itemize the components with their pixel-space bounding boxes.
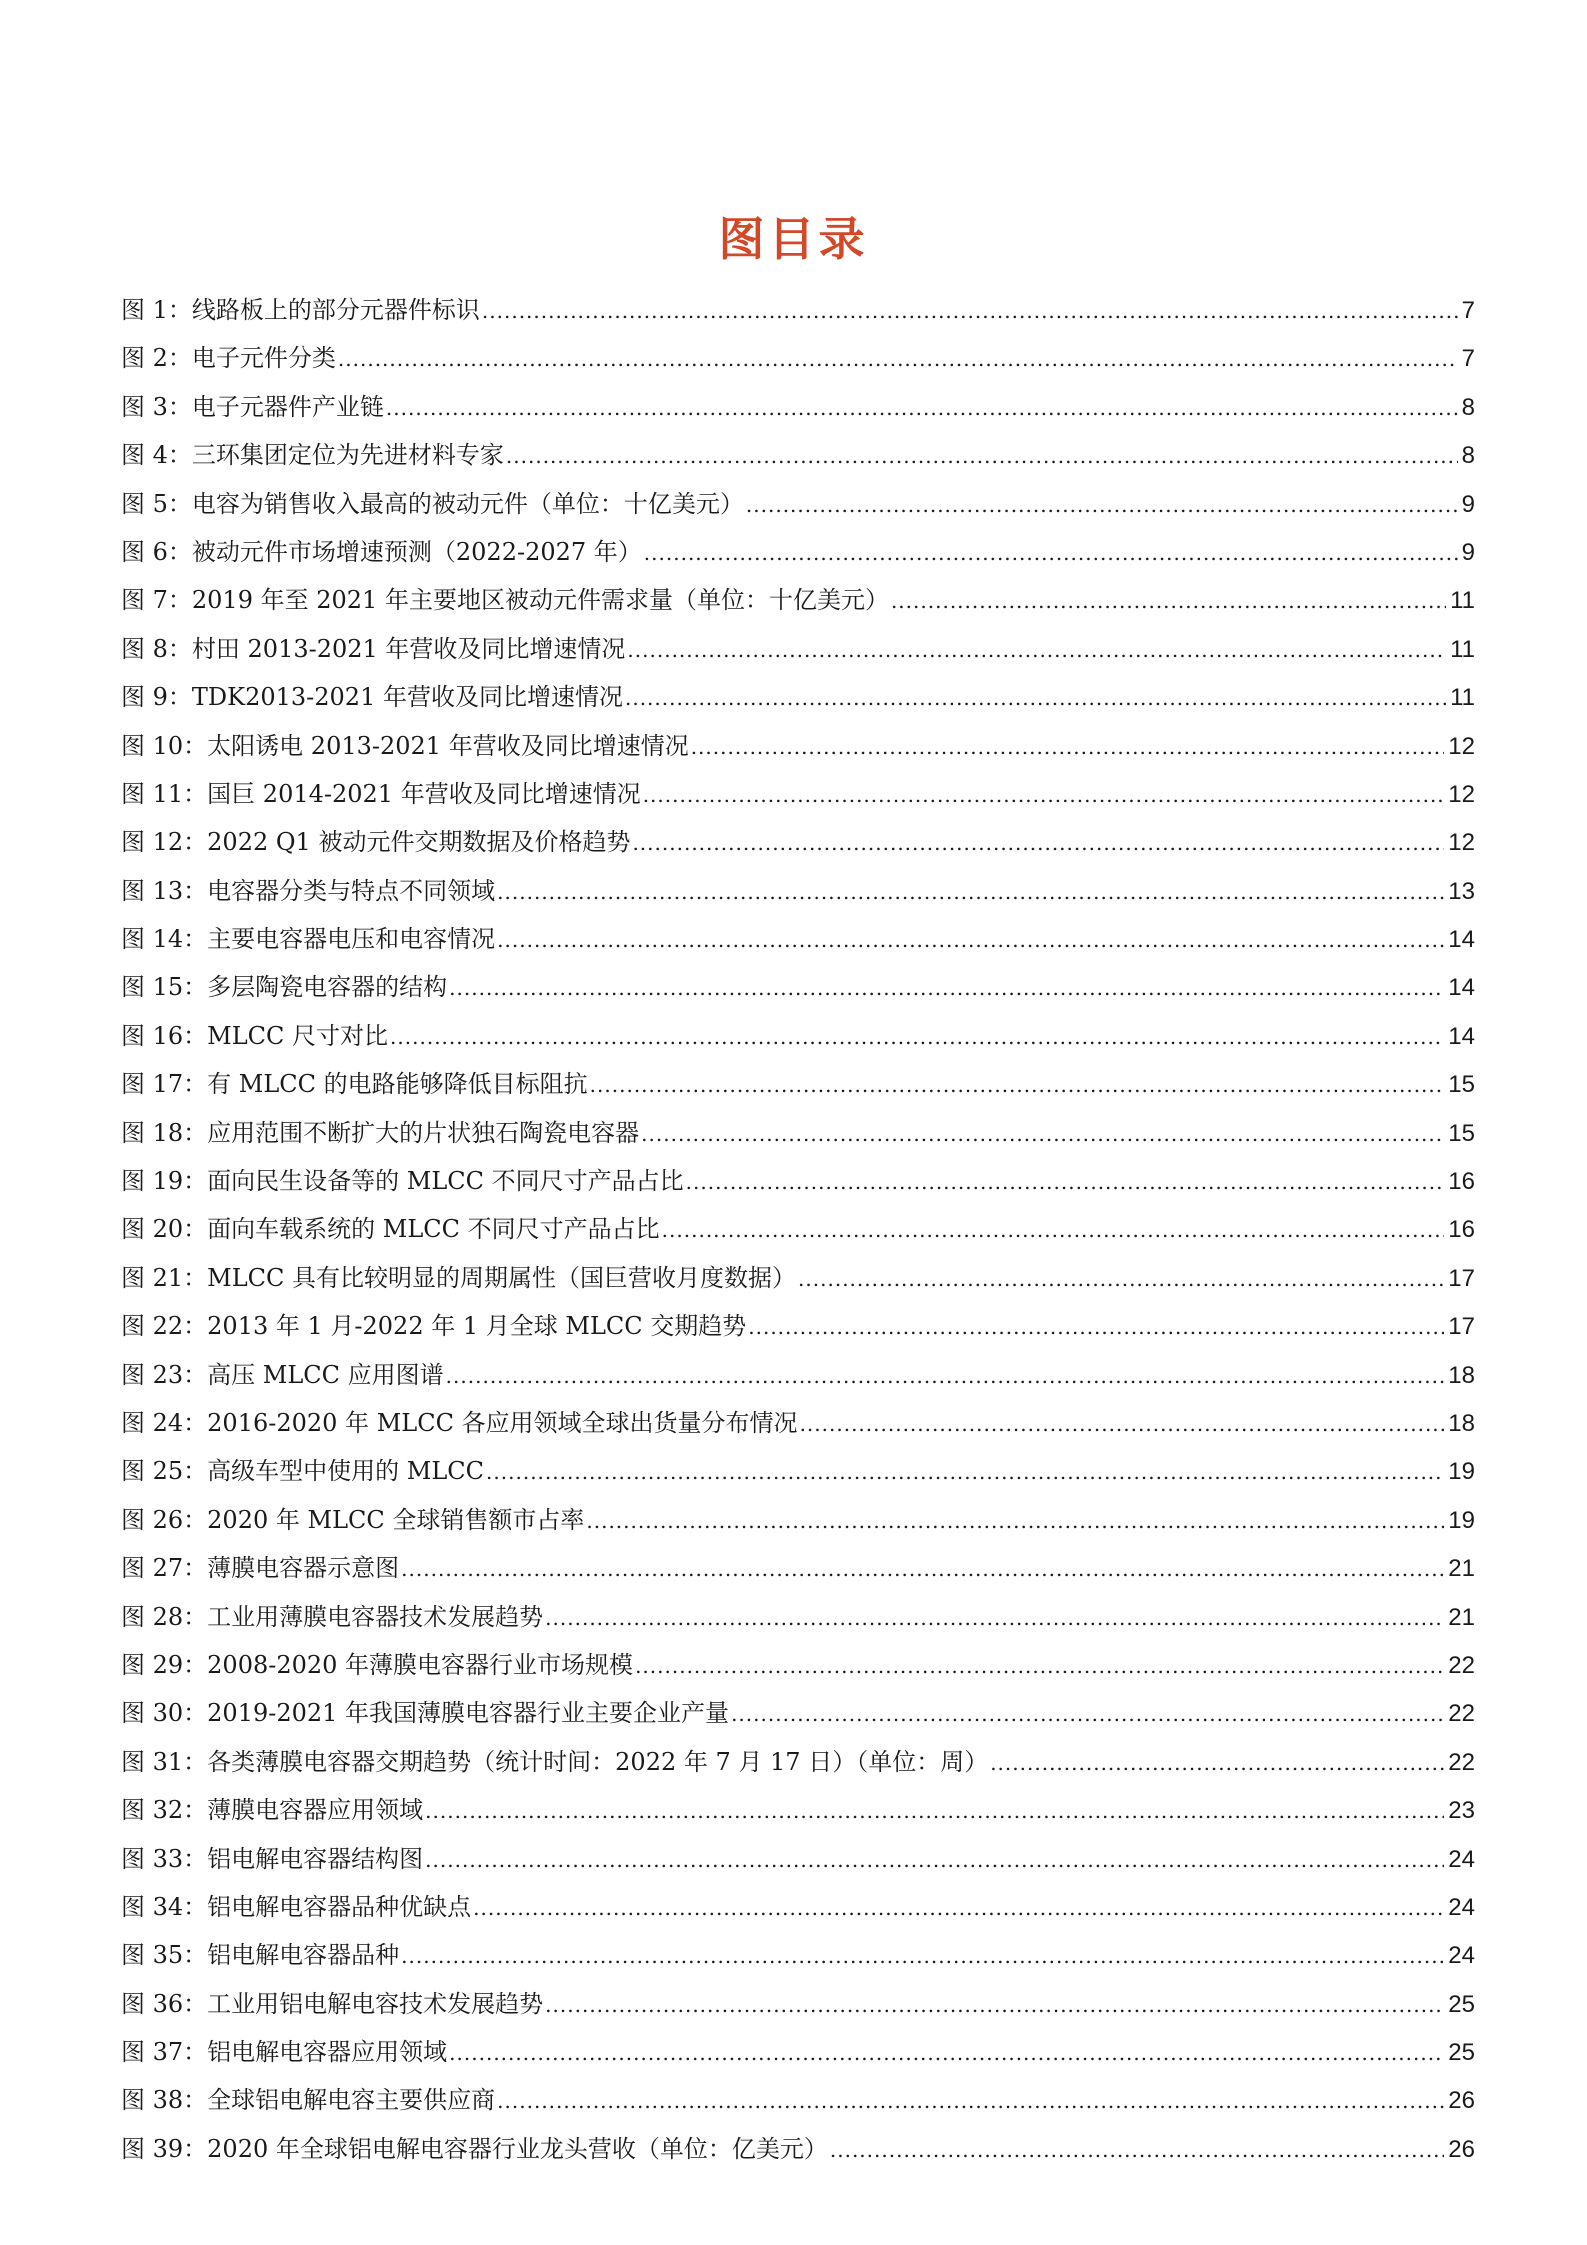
- toc-dot-leader: [482, 287, 1458, 335]
- toc-entry-label: 图 39：2020 年全球铝电解电容器行业龙头营收（单位：亿美元）: [121, 2134, 828, 2163]
- toc-dot-leader: [446, 1352, 1445, 1400]
- toc-entry-page-number: 12: [1448, 732, 1475, 760]
- toc-dot-leader: [386, 384, 1458, 432]
- toc-entry-label: 图 13：电容器分类与特点不同领域: [121, 876, 496, 905]
- toc-entry[interactable]: [121, 1351, 1475, 1399]
- toc-entry-page-number: 15: [1448, 1071, 1475, 1099]
- toc-dot-leader: [586, 1497, 1444, 1545]
- toc-entry[interactable]: [121, 2076, 1475, 2124]
- toc-entry-label: 图 35：铝电解电容器品种: [121, 1941, 400, 1970]
- toc-dot-leader: [625, 674, 1446, 722]
- toc-entry-page-number: 8: [1461, 442, 1475, 470]
- toc-entry[interactable]: [121, 1109, 1475, 1157]
- toc-entry[interactable]: [121, 625, 1475, 673]
- toc-dot-leader: [497, 2077, 1444, 2125]
- toc-dot-leader: [731, 1690, 1444, 1738]
- toc-entry-label: 图 3：电子元器件产业链: [121, 392, 384, 421]
- toc-entry[interactable]: [121, 770, 1475, 818]
- toc-entry-label: 图 29：2008-2020 年薄膜电容器行业市场规模: [121, 1650, 634, 1679]
- toc-entry-page-number: 19: [1448, 1458, 1475, 1486]
- toc-entry-page-number: 24: [1448, 1942, 1475, 1970]
- toc-dot-leader: [497, 868, 1444, 916]
- toc-entry-page-number: 11: [1450, 684, 1475, 712]
- toc-entry-page-number: 25: [1448, 2039, 1475, 2067]
- toc-entry-page-number: 23: [1448, 1797, 1475, 1825]
- toc-entry[interactable]: [121, 1641, 1475, 1689]
- toc-entry-label: 图 6：被动元件市场增速预测（2022-2027 年）: [121, 537, 642, 566]
- toc-dot-leader: [401, 1932, 1444, 1980]
- toc-entry-page-number: 16: [1448, 1168, 1475, 1196]
- toc-dot-leader: [545, 1594, 1444, 1642]
- toc-dot-leader: [497, 916, 1444, 964]
- toc-entry-label: 图 19：面向民生设备等的 MLCC 不同尺寸产品占比: [121, 1167, 684, 1196]
- toc-dot-leader: [990, 1739, 1444, 1787]
- toc-entry-page-number: 11: [1450, 635, 1475, 663]
- toc-entry-page-number: 18: [1448, 1361, 1475, 1389]
- toc-entry[interactable]: [121, 1399, 1475, 1447]
- toc-entry-page-number: 24: [1448, 1845, 1475, 1873]
- toc-entry-page-number: 14: [1448, 974, 1475, 1002]
- toc-entry-page-number: 12: [1448, 780, 1475, 808]
- toc-entry-page-number: 7: [1461, 345, 1475, 373]
- toc-entry-page-number: 9: [1461, 490, 1475, 518]
- toc-dot-leader: [390, 1013, 1444, 1061]
- toc-entry[interactable]: [121, 1012, 1475, 1060]
- toc-entry-page-number: 14: [1448, 926, 1475, 954]
- toc-entry-label: 图 10：太阳诱电 2013-2021 年营收及同比增速情况: [121, 731, 689, 760]
- toc-entry[interactable]: [121, 528, 1475, 576]
- toc-dot-leader: [748, 1303, 1444, 1351]
- toc-entry[interactable]: [121, 2125, 1475, 2173]
- toc-entry[interactable]: [121, 722, 1475, 770]
- toc-entry-page-number: 16: [1448, 1216, 1475, 1244]
- toc-entry-page-number: 21: [1448, 1603, 1475, 1631]
- toc-entry-label: 图 30：2019-2021 年我国薄膜电容器行业主要企业产量: [121, 1699, 730, 1728]
- toc-entry[interactable]: [121, 867, 1475, 915]
- toc-entry[interactable]: [121, 1205, 1475, 1253]
- toc-entry-page-number: 22: [1448, 1651, 1475, 1679]
- toc-entry-label: 图 25：高级车型中使用的 MLCC: [121, 1457, 485, 1486]
- toc-entry-label: 图 28：工业用薄膜电容器技术发展趋势: [121, 1602, 544, 1631]
- toc-dot-leader: [338, 335, 1458, 383]
- toc-entry-page-number: 26: [1448, 2135, 1475, 2163]
- toc-entry[interactable]: [121, 1689, 1475, 1737]
- toc-entry[interactable]: [121, 334, 1475, 382]
- toc-entry-label: 图 33：铝电解电容器结构图: [121, 1844, 424, 1873]
- toc-dot-leader: [746, 481, 1458, 529]
- toc-entry-label: 图 22：2013 年 1 月-2022 年 1 月全球 MLCC 交期趋势: [121, 1312, 747, 1341]
- toc-entry-page-number: 18: [1448, 1409, 1475, 1437]
- toc-entry[interactable]: [121, 1883, 1475, 1931]
- toc-entry-label: 图 1：线路板上的部分元器件标识: [121, 296, 480, 324]
- toc-dot-leader: [691, 723, 1445, 771]
- toc-entry-page-number: 25: [1448, 1990, 1475, 2018]
- toc-entry-page-number: 9: [1461, 538, 1475, 566]
- toc-entry-label: 图 14：主要电容器电压和电容情况: [121, 925, 496, 954]
- page-title: 图目录: [718, 212, 869, 266]
- toc-entry[interactable]: [121, 2028, 1475, 2076]
- toc-entry-label: 图 31：各类薄膜电容器交期趋势（统计时间：2022 年 7 月 17 日）（单位：周）: [121, 1747, 989, 1776]
- toc-dot-leader: [425, 1836, 1444, 1884]
- toc-entry-label: 图 4：三环集团定位为先进材料专家: [121, 441, 504, 470]
- toc-entry-label: 图 2：电子元件分类: [121, 344, 336, 373]
- toc-entry-label: 图 5：电容为销售收入最高的被动元件（单位：十亿美元）: [121, 489, 744, 518]
- toc-entry[interactable]: [121, 1496, 1475, 1544]
- toc-dot-leader: [635, 1642, 1444, 1690]
- toc-dot-leader: [662, 1206, 1445, 1254]
- toc-dot-leader: [486, 1448, 1444, 1496]
- toc-entry-label: 图 34：铝电解电容器品种优缺点: [121, 1892, 472, 1921]
- toc-entry-page-number: 14: [1448, 1022, 1475, 1050]
- toc-entry[interactable]: [121, 1835, 1475, 1883]
- toc-entry-page-number: 17: [1448, 1313, 1475, 1341]
- toc-dot-leader: [627, 626, 1446, 674]
- figure-toc-list: [121, 286, 1475, 2173]
- toc-entry-page-number: 15: [1448, 1119, 1475, 1147]
- toc-entry[interactable]: [121, 1254, 1475, 1302]
- toc-dot-leader: [686, 1158, 1445, 1206]
- toc-entry-label: 图 32：薄膜电容器应用领域: [121, 1796, 424, 1825]
- toc-entry[interactable]: [121, 1447, 1475, 1495]
- toc-entry[interactable]: [121, 1980, 1475, 2028]
- toc-entry-page-number: 7: [1461, 297, 1475, 324]
- toc-entry-label: 图 23：高压 MLCC 应用图谱: [121, 1360, 444, 1389]
- toc-entry-label: 图 11：国巨 2014-2021 年营收及同比增速情况: [121, 779, 641, 808]
- toc-dot-leader: [800, 1400, 1445, 1448]
- toc-entry[interactable]: [121, 1302, 1475, 1350]
- toc-dot-leader: [830, 2126, 1444, 2174]
- toc-dot-leader: [632, 819, 1444, 867]
- toc-entry-page-number: 26: [1448, 2087, 1475, 2115]
- toc-entry[interactable]: [121, 1593, 1475, 1641]
- toc-entry-page-number: 19: [1448, 1506, 1475, 1534]
- toc-entry-label: 图 8：村田 2013-2021 年营收及同比增速情况: [121, 634, 626, 663]
- toc-entry-page-number: 12: [1448, 829, 1475, 857]
- toc-entry[interactable]: [121, 431, 1475, 479]
- toc-dot-leader: [545, 1981, 1444, 2029]
- toc-entry[interactable]: [121, 1157, 1475, 1205]
- toc-dot-leader: [798, 1255, 1444, 1303]
- toc-entry[interactable]: [121, 1931, 1475, 1979]
- toc-entry-label: 图 9：TDK2013-2021 年营收及同比增速情况: [121, 683, 623, 712]
- toc-entry[interactable]: [121, 1060, 1475, 1108]
- toc-entry[interactable]: [121, 480, 1475, 528]
- toc-entry[interactable]: [121, 1786, 1475, 1834]
- toc-entry-label: 图 12：2022 Q1 被动元件交期数据及价格趋势: [121, 828, 631, 857]
- toc-entry[interactable]: [121, 1738, 1475, 1786]
- toc-dot-leader: [425, 1787, 1444, 1835]
- toc-entry[interactable]: [121, 673, 1475, 721]
- toc-entry-label: 图 37：铝电解电容器应用领域: [121, 2038, 448, 2067]
- toc-dot-leader: [506, 432, 1458, 480]
- toc-dot-leader: [449, 2029, 1444, 2077]
- toc-dot-leader: [891, 577, 1446, 625]
- toc-entry-page-number: 22: [1448, 1748, 1475, 1776]
- toc-entry[interactable]: [121, 818, 1475, 866]
- toc-dot-leader: [473, 1884, 1444, 1932]
- toc-entry-label: 图 36：工业用铝电解电容技术发展趋势: [121, 1989, 544, 2018]
- toc-entry[interactable]: [121, 576, 1475, 624]
- toc-entry-page-number: 22: [1448, 1700, 1475, 1728]
- toc-entry-label: 图 21：MLCC 具有比较明显的周期属性（国巨营收月度数据）: [121, 1263, 797, 1292]
- toc-entry-label: 图 15：多层陶瓷电容器的结构: [121, 973, 448, 1002]
- toc-dot-leader: [449, 964, 1444, 1012]
- toc-entry-label: 图 27：薄膜电容器示意图: [121, 1554, 400, 1583]
- toc-entry[interactable]: [121, 383, 1475, 431]
- toc-entry[interactable]: [121, 286, 1475, 334]
- toc-entry-page-number: 24: [1448, 1893, 1475, 1921]
- toc-entry-label: 图 20：面向车载系统的 MLCC 不同尺寸产品占比: [121, 1215, 660, 1244]
- toc-entry[interactable]: [121, 915, 1475, 963]
- toc-entry-page-number: 8: [1461, 393, 1475, 421]
- toc-entry-label: 图 16：MLCC 尺寸对比: [121, 1021, 389, 1050]
- toc-dot-leader: [590, 1061, 1445, 1109]
- toc-entry-label: 图 18：应用范围不断扩大的片状独石陶瓷电容器: [121, 1118, 640, 1147]
- toc-entry-page-number: 13: [1448, 877, 1475, 905]
- toc-entry-label: 图 24：2016-2020 年 MLCC 各应用领域全球出货量分布情况: [121, 1408, 798, 1437]
- toc-dot-leader: [643, 771, 1445, 819]
- toc-dot-leader: [401, 1545, 1444, 1593]
- toc-dot-leader: [641, 1110, 1444, 1158]
- toc-entry-label: 图 38：全球铝电解电容主要供应商: [121, 2086, 496, 2115]
- toc-dot-leader: [644, 529, 1458, 577]
- toc-entry-label: 图 7：2019 年至 2021 年主要地区被动元件需求量（单位：十亿美元）: [121, 586, 889, 615]
- toc-entry-page-number: 11: [1450, 587, 1475, 615]
- toc-entry[interactable]: [121, 963, 1475, 1011]
- toc-entry-page-number: 21: [1448, 1555, 1475, 1583]
- toc-entry[interactable]: [121, 1544, 1475, 1592]
- toc-entry-page-number: 17: [1448, 1264, 1475, 1292]
- toc-entry-label: 图 17：有 MLCC 的电路能够降低目标阻抗: [121, 1070, 588, 1099]
- toc-entry-label: 图 26：2020 年 MLCC 全球销售额市占率: [121, 1505, 585, 1534]
